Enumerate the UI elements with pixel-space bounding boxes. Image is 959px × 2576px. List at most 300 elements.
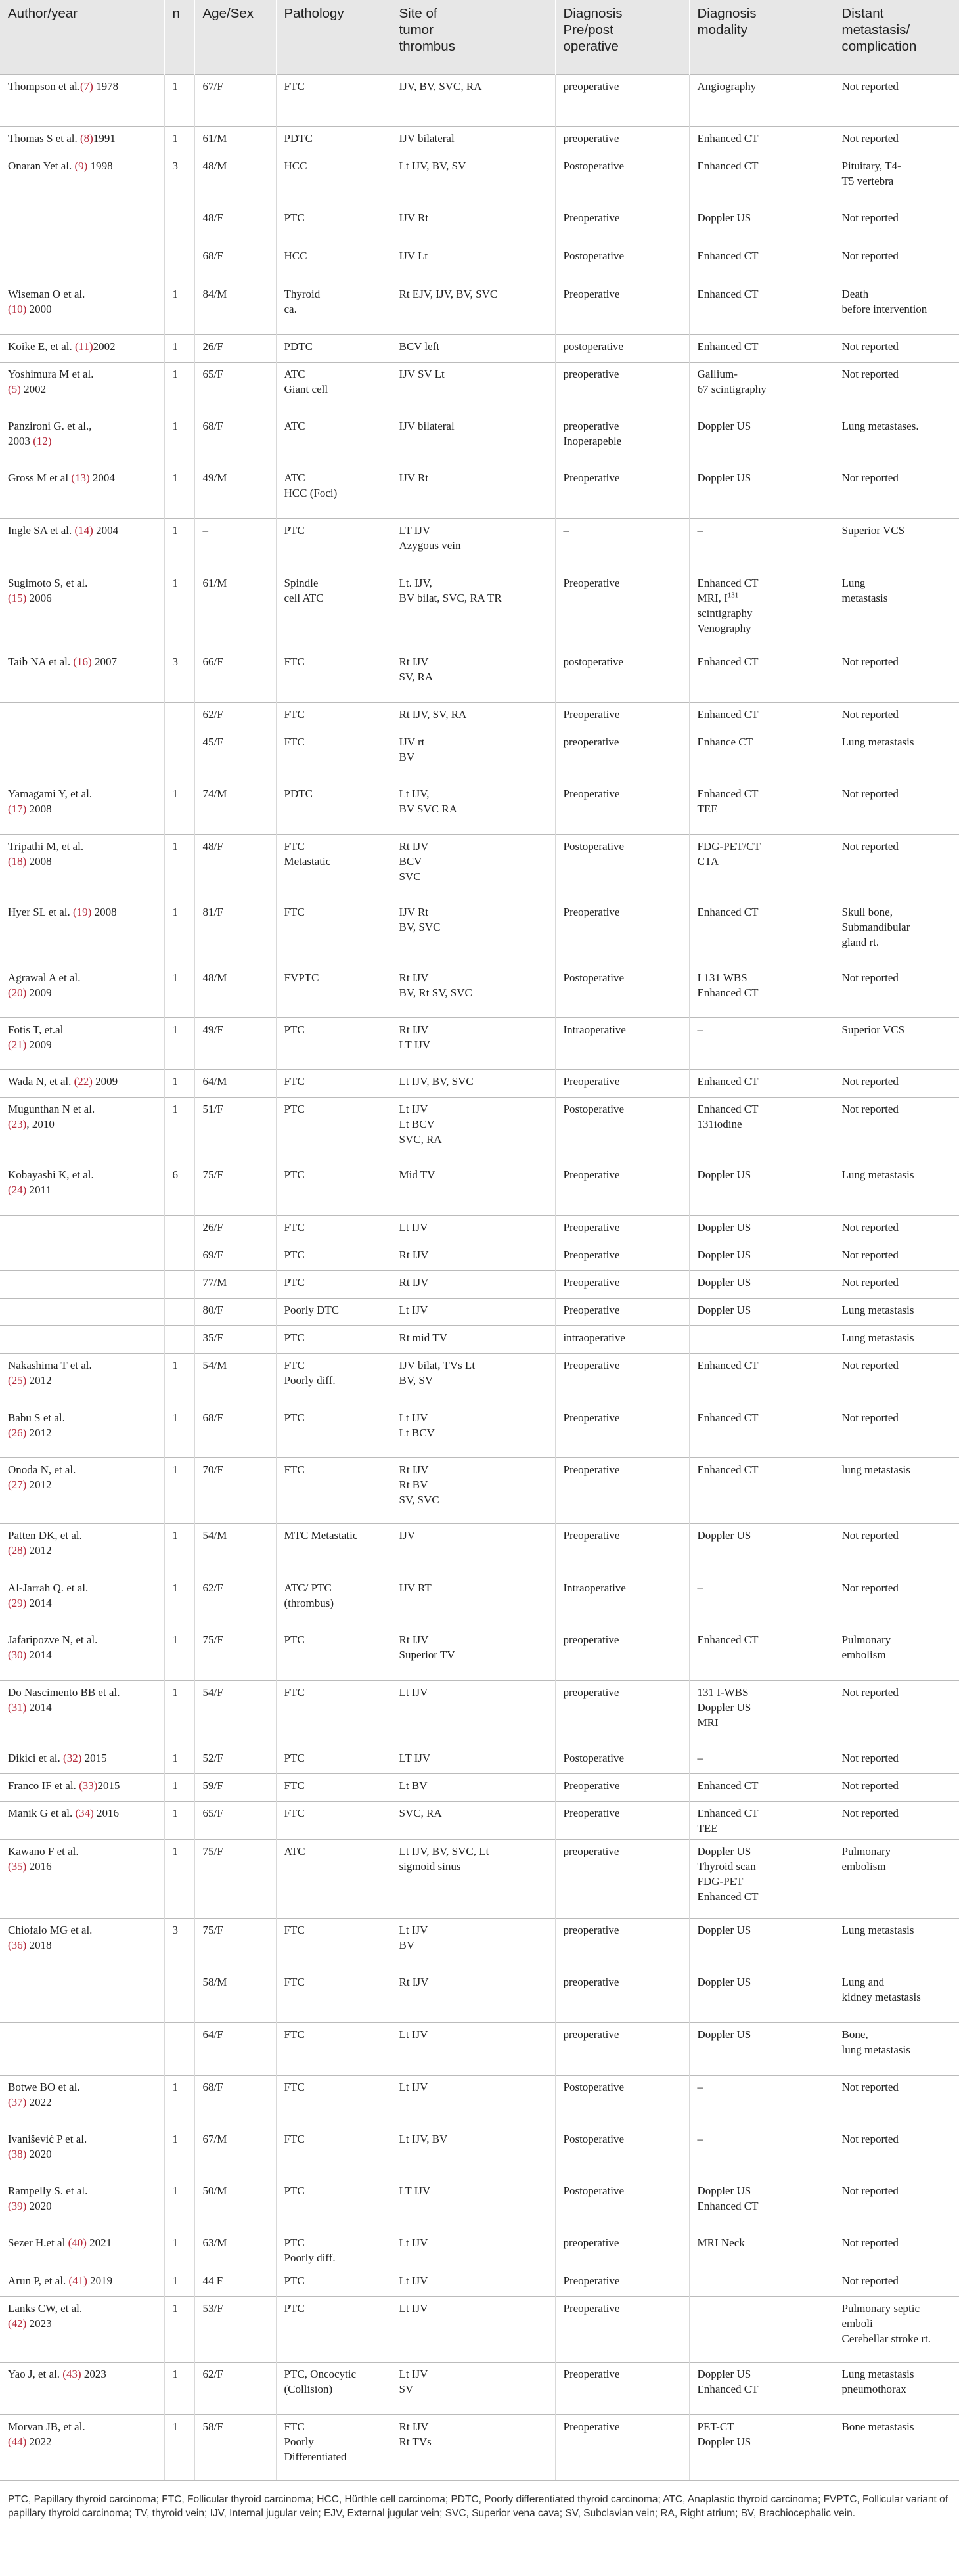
age-sex-cell: 59/F [194,1773,276,1801]
author-text: Babu S et al. [8,1411,65,1424]
author-text: 2008 [91,905,117,918]
table-row [0,362,959,414]
author-year-cell [0,730,164,782]
reference-link[interactable]: (9) [74,159,88,172]
author-text: 2015 [97,1779,120,1792]
diagnosis-timing-cell: Postoperative [555,244,689,282]
site-cell: LT IJV [391,1746,555,1773]
reference-link[interactable]: (35) [8,1859,27,1873]
pathology-cell: PTC [276,1325,391,1353]
n-cell: 1 [164,334,194,362]
age-sex-cell: 45/F [194,730,276,782]
diagnosis-timing-cell: Preoperative [555,1163,689,1215]
reference-link[interactable]: (41) [68,2274,87,2287]
author-year-cell [0,2022,164,2075]
reference-link[interactable]: (19) [72,905,92,918]
author-text: Onaran Yet al. [8,159,75,172]
site-cell: IJV bilat, TVs Lt BV, SV [391,1353,555,1406]
n-cell: 1 [164,2269,194,2296]
reference-link[interactable]: (36) [8,1938,27,1951]
author-year-cell [0,571,164,650]
reference-link[interactable]: (28) [8,1543,27,1557]
n-cell [164,730,194,782]
site-cell: IJV, BV, SVC, RA [391,74,555,126]
site-cell: IJV Rt [391,206,555,244]
pathology-cell: PTC [276,2179,391,2231]
table-header [0,0,959,74]
n-cell: 1 [164,1839,194,1918]
diagnosis-timing-cell: preoperative [555,1839,689,1918]
metastasis-cell: Bone metastasis [834,2414,959,2480]
author-text: Chiofalo MG et al. [8,1923,93,1936]
table-row [0,2127,959,2179]
metastasis-cell: Lung metastasis [834,1918,959,1970]
author-year-cell [0,414,164,466]
age-sex-cell: 68/F [194,244,276,282]
modality-cell: Doppler US [689,1918,834,1970]
modality-cell: Doppler US [689,1215,834,1243]
author-text: Hyer SL et al. [8,905,73,918]
age-sex-cell: 75/F [194,1163,276,1215]
reference-link[interactable]: (39) [8,2199,27,2212]
modality-cell: Enhanced CT MRI, $I^{131}$ scintigraphy Venography [689,571,834,650]
diagnosis-timing-cell: Postoperative [555,154,689,206]
table-row [0,1457,959,1523]
reference-link[interactable]: (34) [75,1806,94,1819]
n-cell: 1 [164,900,194,966]
author-year-cell [0,1215,164,1243]
table-row [0,702,959,730]
table-row [0,2296,959,2362]
modality-cell: Enhanced CT [689,650,834,702]
metastasis-cell: Skull bone, Submandibular gland rt. [834,900,959,966]
site-cell: Lt IJV [391,1215,555,1243]
table-row [0,2022,959,2075]
diagnosis-timing-cell: Postoperative [555,2179,689,2231]
diagnosis-timing-cell: Preoperative [555,1801,689,1839]
column-header-distant-metastasis: Distant metastasis/ complication [834,0,959,74]
age-sex-cell: 62/F [194,1576,276,1628]
table-row [0,282,959,334]
reference-link[interactable]: (22) [74,1075,93,1088]
age-sex-cell: 63/M [194,2231,276,2269]
n-cell: 1 [164,2075,194,2127]
pathology-cell: FTC [276,1918,391,1970]
diagnosis-timing-cell: Preoperative [555,466,689,518]
pathology-cell: PTC [276,1017,391,1069]
age-sex-cell: 84/M [194,282,276,334]
pathology-cell: ATC Giant cell [276,362,391,414]
modality-cell: PET-CT Doppler US [689,2414,834,2480]
site-cell: Rt IJV LT IJV [391,1017,555,1069]
author-text: 2008 [26,802,52,815]
site-cell: Lt IJV [391,2075,555,2127]
age-sex-cell: 35/F [194,1325,276,1353]
age-sex-cell: 48/M [194,966,276,1017]
age-sex-cell: 51/F [194,1097,276,1163]
diagnosis-timing-cell: Preoperative [555,1457,689,1523]
author-text: 2018 [26,1938,52,1951]
diagnosis-timing-cell: intraoperative [555,1325,689,1353]
author-text: Wada N, et al. [8,1075,74,1088]
site-cell: LT IJV Azygous vein [391,518,555,571]
pathology-cell: FTC [276,650,391,702]
diagnosis-timing-cell: preoperative [555,126,689,154]
table-row [0,154,959,206]
author-text: Gross M et al [8,471,72,484]
author-text: Yamagami Y, et al. [8,787,93,800]
reference-link[interactable]: (17) [8,802,27,815]
metastasis-cell: Not reported [834,362,959,414]
n-cell: 1 [164,1680,194,1746]
pathology-cell: FTC [276,2022,391,2075]
table-row [0,1970,959,2022]
table-row [0,1801,959,1839]
author-text: Patten DK, et al. [8,1528,82,1542]
reference-link[interactable]: (13) [71,471,90,484]
metastasis-cell: Bone, lung metastasis [834,2022,959,2075]
table-row [0,126,959,154]
modality-cell: Doppler US [689,2022,834,2075]
metastasis-cell: Not reported [834,702,959,730]
n-cell [164,1270,194,1298]
modality-cell [689,2269,834,2296]
pathology-cell: FTC [276,1069,391,1097]
n-cell: 1 [164,782,194,834]
site-cell: Lt IJV, BV SVC RA [391,782,555,834]
diagnosis-timing-cell: Preoperative [555,1406,689,1457]
author-text: 2008 [26,855,52,868]
diagnosis-timing-cell: Preoperative [555,2362,689,2414]
author-year-cell [0,1680,164,1746]
n-cell: 1 [164,1576,194,1628]
column-header-author-year: Author/year [0,0,164,74]
author-year-cell [0,2296,164,2362]
age-sex-cell: 68/F [194,2075,276,2127]
author-text: 2014 [26,1700,52,1714]
modality-cell: Enhanced CT [689,1628,834,1680]
modality-cell: Enhanced CT [689,126,834,154]
metastasis-cell: Not reported [834,2127,959,2179]
metastasis-cell: Lung metastasis [834,1298,959,1325]
modality-cell [689,1325,834,1353]
author-year-cell [0,518,164,571]
author-text: 2012 [26,1478,52,1491]
reference-link[interactable]: (14) [74,523,93,537]
metastasis-cell: Not reported [834,466,959,518]
reference-link[interactable]: (33) [79,1779,98,1792]
modality-cell: Doppler US [689,1270,834,1298]
author-text: , 2010 [26,1117,55,1130]
reference-link[interactable]: (44) [8,2435,27,2448]
reference-link[interactable]: (37) [8,2095,27,2108]
table-row [0,1680,959,1746]
table-row [0,206,959,244]
site-cell: Lt BV [391,1773,555,1801]
age-sex-cell: 62/F [194,2362,276,2414]
table-row [0,2231,959,2269]
author-year-cell [0,334,164,362]
site-cell: Rt IJV BCV SVC [391,834,555,900]
reference-link[interactable]: (23) [8,1117,27,1130]
pathology-cell: FTC [276,702,391,730]
age-sex-cell: 68/F [194,1406,276,1457]
age-sex-cell: 53/F [194,2296,276,2362]
author-text: 2009 [26,986,52,999]
n-cell [164,206,194,244]
site-cell: Lt IJV [391,2296,555,2362]
reference-link[interactable]: (38) [8,2147,27,2160]
metastasis-cell: Lung metastasis [834,1163,959,1215]
pathology-cell: FTC [276,1215,391,1243]
author-year-cell [0,1746,164,1773]
reference-link[interactable]: (40) [68,2236,87,2249]
n-cell: 1 [164,1069,194,1097]
site-cell: IJV rt BV [391,730,555,782]
age-sex-cell: 54/F [194,1680,276,1746]
site-cell: Lt IJV BV [391,1918,555,1970]
modality-cell: Enhanced CT [689,334,834,362]
metastasis-cell: Not reported [834,244,959,282]
age-sex-cell: 75/F [194,1628,276,1680]
table-row [0,74,959,126]
site-cell: Mid TV [391,1163,555,1215]
modality-cell: MRI Neck [689,2231,834,2269]
metastasis-cell: Not reported [834,1523,959,1576]
age-sex-cell: 49/F [194,1017,276,1069]
table-row [0,518,959,571]
author-text: 2002 [93,340,116,353]
reference-link[interactable]: (21) [8,1038,27,1051]
reference-link[interactable]: (29) [8,1596,27,1609]
table-row [0,414,959,466]
reference-link[interactable]: (24) [8,1183,27,1196]
modality-cell: Doppler US Enhanced CT [689,2179,834,2231]
reference-link[interactable]: (11) [74,340,93,353]
site-cell: Rt mid TV [391,1325,555,1353]
author-year-cell [0,1970,164,2022]
pathology-cell: PTC [276,1243,391,1270]
reference-link[interactable]: (7) [80,79,93,93]
modality-cell: 131 I-WBS Doppler US MRI [689,1680,834,1746]
metastasis-cell: Not reported [834,834,959,900]
modality-cell: Enhanced CT [689,1773,834,1801]
modality-cell: FDG-PET/CT CTA [689,834,834,900]
author-year-cell [0,1270,164,1298]
table-row [0,1163,959,1215]
superscript: 131 [727,590,739,599]
metastasis-cell: Not reported [834,650,959,702]
site-cell: IJV bilateral [391,126,555,154]
table-row [0,571,959,650]
author-text: Thompson et al. [8,79,81,93]
modality-cell: Angiography [689,74,834,126]
table-row [0,1243,959,1270]
reference-link[interactable]: (10) [8,302,27,315]
pathology-cell: FTC [276,730,391,782]
author-year-cell [0,2362,164,2414]
pathology-cell: PTC [276,206,391,244]
site-cell: BCV left [391,334,555,362]
diagnosis-timing-cell: preoperative [555,730,689,782]
author-year-cell [0,1457,164,1523]
n-cell: 1 [164,1017,194,1069]
n-cell: 1 [164,2414,194,2480]
author-year-cell [0,74,164,126]
author-text: 2020 [26,2147,52,2160]
author-year-cell [0,1839,164,1918]
reference-link[interactable]: (5) [8,382,21,395]
diagnosis-timing-cell: Postoperative [555,834,689,900]
n-cell [164,1243,194,1270]
author-year-cell [0,2127,164,2179]
diagnosis-timing-cell: preoperative [555,1680,689,1746]
site-cell: Rt IJV Superior TV [391,1628,555,1680]
table-row [0,1353,959,1406]
metastasis-cell: Not reported [834,2179,959,2231]
table-row [0,650,959,702]
reference-link[interactable]: (31) [8,1700,27,1714]
column-header-age-sex: Age/Sex [194,0,276,74]
author-year-cell [0,1017,164,1069]
reference-link[interactable]: (12) [33,434,52,447]
pathology-cell: ATC [276,1839,391,1918]
table-row [0,782,959,834]
pathology-cell: FTC [276,1801,391,1839]
author-text: Fotis T, et.al [8,1023,64,1036]
n-cell: 1 [164,2362,194,2414]
author-text: 2022 [26,2095,52,2108]
n-cell [164,1215,194,1243]
diagnosis-timing-cell: Preoperative [555,1243,689,1270]
table-row [0,1069,959,1097]
metastasis-cell: Lung metastasis [834,571,959,650]
reference-link[interactable]: (25) [8,1373,27,1387]
pathology-cell: FTC Poorly Differentiated [276,2414,391,2480]
site-cell: Lt. IJV, BV bilat, SVC, RA TR [391,571,555,650]
author-year-cell [0,1406,164,1457]
age-sex-cell: 52/F [194,1746,276,1773]
author-text: 2012 [26,1373,52,1387]
author-text: 2016 [26,1859,52,1873]
author-year-cell [0,1097,164,1163]
author-year-cell [0,1069,164,1097]
reference-link[interactable]: (30) [8,1648,27,1661]
n-cell: 1 [164,466,194,518]
site-cell: Rt EJV, IJV, BV, SVC [391,282,555,334]
site-cell: IJV [391,1523,555,1576]
author-text: Morvan JB, et al. [8,2420,85,2433]
author-year-cell [0,1801,164,1839]
n-cell: 1 [164,362,194,414]
author-year-cell [0,1243,164,1270]
author-text: Jafaripozve N, et al. [8,1633,98,1646]
author-text: Do Nascimento BB et al. [8,1685,120,1699]
diagnosis-timing-cell: preoperative [555,74,689,126]
pathology-cell: FVPTC [276,966,391,1017]
metastasis-cell: Pulmonary embolism [834,1628,959,1680]
metastasis-cell: Lung metastases. [834,414,959,466]
age-sex-cell: 65/F [194,1801,276,1839]
pathology-cell: FTC [276,2127,391,2179]
column-header-n: n [164,0,194,74]
pathology-cell: PTC [276,1746,391,1773]
author-text: Franco IF et al. [8,1779,79,1792]
n-cell [164,1325,194,1353]
diagnosis-timing-cell: Preoperative [555,1298,689,1325]
author-text: Mugunthan N et al. [8,1102,95,1115]
author-year-cell [0,650,164,702]
pathology-cell: PDTC [276,334,391,362]
n-cell: 1 [164,1523,194,1576]
age-sex-cell: 54/M [194,1353,276,1406]
pathology-cell: FTC [276,1680,391,1746]
pathology-cell: PTC Poorly diff. [276,2231,391,2269]
site-cell: Lt IJV, BV, SVC [391,1069,555,1097]
author-year-cell [0,2179,164,2231]
diagnosis-timing-cell: Preoperative [555,1523,689,1576]
author-text: Ivanišević P et al. [8,2132,87,2145]
author-year-cell [0,2414,164,2480]
n-cell [164,1298,194,1325]
author-year-cell [0,466,164,518]
n-cell: 1 [164,126,194,154]
diagnosis-timing-cell: Preoperative [555,206,689,244]
reference-link[interactable]: (43) [62,2367,81,2380]
author-text: 1978 [93,79,119,93]
metastasis-cell: Not reported [834,1746,959,1773]
site-cell: Lt IJV Lt BCV SVC, RA [391,1097,555,1163]
metastasis-cell: Not reported [834,1406,959,1457]
metastasis-cell: Not reported [834,74,959,126]
reference-link[interactable]: (32) [63,1751,82,1764]
diagnosis-timing-cell: Preoperative [555,2269,689,2296]
age-sex-cell: 70/F [194,1457,276,1523]
column-header-site-of-tumor-thrombus: Site of tumor thrombus [391,0,555,74]
table-row [0,2362,959,2414]
reference-link[interactable]: (16) [73,655,92,668]
table-row [0,966,959,1017]
reference-link[interactable]: (27) [8,1478,27,1491]
reference-link[interactable]: (26) [8,1426,27,1439]
author-year-cell [0,834,164,900]
reference-link[interactable]: (18) [8,855,27,868]
modality-cell: Enhanced CT TEE [689,1801,834,1839]
metastasis-cell: Superior VCS [834,1017,959,1069]
modality-cell: – [689,1746,834,1773]
reference-link[interactable]: (20) [8,986,27,999]
modality-cell: Enhanced CT [689,244,834,282]
author-text: Sezer H.et al [8,2236,68,2249]
reference-link[interactable]: (15) [8,591,27,604]
author-text: Panzironi G. et al., 2003 [8,419,92,447]
pathology-cell: FTC Poorly diff. [276,1353,391,1406]
metastasis-cell: Superior VCS [834,518,959,571]
diagnosis-timing-cell: Preoperative [555,2414,689,2480]
pathology-cell: PTC, Oncocytic (Collision) [276,2362,391,2414]
reference-link[interactable]: (8) [80,131,93,144]
diagnosis-timing-cell: preoperative [555,1628,689,1680]
reference-link[interactable]: (42) [8,2317,27,2330]
pathology-cell: ATC HCC (Foci) [276,466,391,518]
modality-cell: I 131 WBS Enhanced CT [689,966,834,1017]
metastasis-cell: Not reported [834,2231,959,2269]
site-cell: Lt IJV, BV, SV [391,154,555,206]
site-cell: Rt IJV [391,1970,555,2022]
n-cell: 1 [164,74,194,126]
metastasis-cell: Pulmonary septic emboli Cerebellar stroke rt. [834,2296,959,2362]
author-year-cell [0,1628,164,1680]
